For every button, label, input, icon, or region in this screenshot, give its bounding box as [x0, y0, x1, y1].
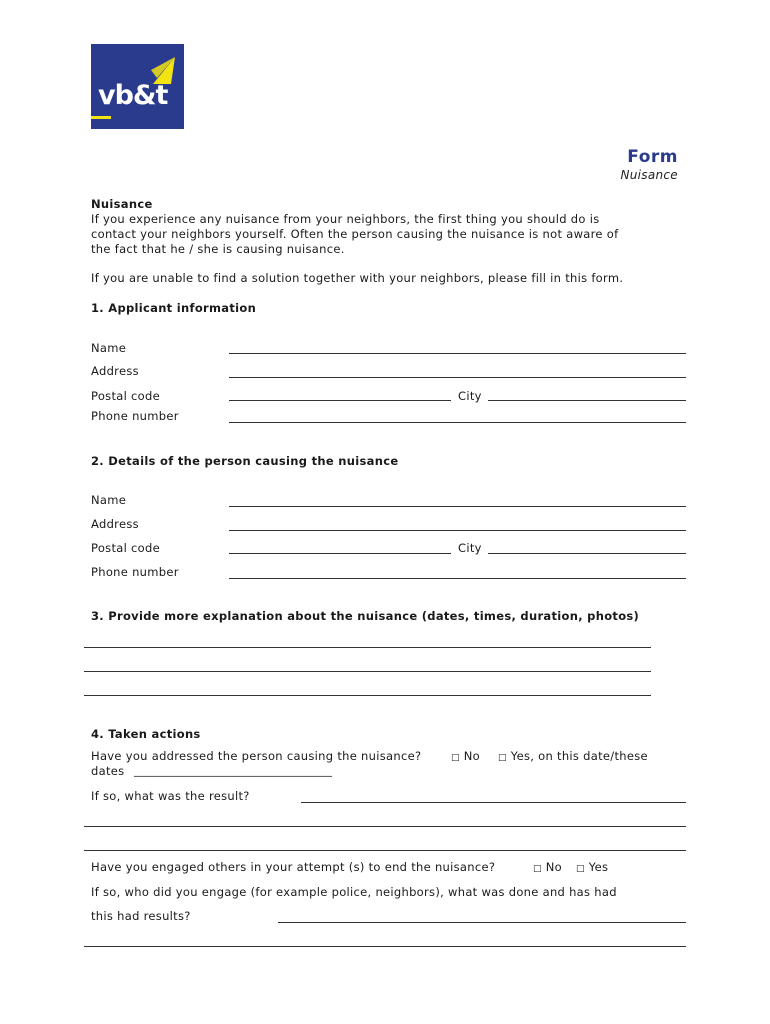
engaged-results-line-2[interactable]	[84, 946, 686, 947]
engaged-no-label: No	[545, 860, 563, 874]
applicant-name-field[interactable]	[229, 353, 686, 354]
addressed-result-line-2[interactable]	[84, 826, 686, 827]
checkbox-icon[interactable]: □	[498, 753, 507, 763]
engaged-results-field[interactable]	[278, 922, 686, 923]
person-city-field[interactable]	[488, 553, 686, 554]
applicant-postal-label: Postal code	[91, 389, 160, 403]
checkbox-icon[interactable]: □	[533, 864, 542, 874]
addressed-dates-field[interactable]: ____________________________________	[134, 764, 332, 777]
addressed-result-label: If so, what was the result?	[91, 789, 250, 803]
addressed-result-field[interactable]	[301, 802, 686, 803]
applicant-address-field[interactable]	[229, 377, 686, 378]
applicant-city-field[interactable]	[488, 400, 686, 401]
intro-line-1: If you experience any nuisance from your neighbors, the first thing you should do is	[91, 212, 600, 226]
person-postal-label: Postal code	[91, 541, 160, 555]
form-subtitle: Nuisance	[620, 168, 678, 182]
explanation-line-3[interactable]	[84, 695, 651, 696]
addressed-no-option[interactable]	[451, 749, 480, 763]
engaged-question: Have you engaged others in your attempt (s) to end the nuisance?	[91, 860, 496, 874]
explanation-line-1[interactable]	[84, 647, 651, 648]
engaged-no-option[interactable]	[533, 860, 562, 874]
vbt-logo	[91, 44, 184, 129]
person-city-label: City	[458, 541, 482, 555]
section4-heading: 4. Taken actions	[91, 727, 201, 741]
addressed-yes-label: Yes, on this date/these	[510, 749, 648, 763]
person-address-field[interactable]	[229, 530, 686, 531]
section3-heading: 3. Provide more explanation about the nuisance (dates, times, duration, photos)	[91, 609, 640, 623]
logo-accent-bar	[91, 116, 111, 119]
applicant-postal-field[interactable]	[229, 400, 451, 401]
engaged-followup-line-1: If so, who did you engage (for example police, neighbors), what was done and has had	[91, 885, 617, 899]
addressed-question: Have you addressed the person causing the nuisance?	[91, 749, 422, 763]
addressed-no-label: No	[463, 749, 481, 763]
addressed-dates-label: dates	[91, 764, 125, 778]
person-phone-label: Phone number	[91, 565, 179, 579]
applicant-name-label: Name	[91, 341, 127, 355]
applicant-address-label: Address	[91, 364, 139, 378]
person-phone-field[interactable]	[229, 578, 686, 579]
intro-heading: Nuisance	[91, 197, 153, 211]
engaged-yes-label: Yes	[588, 860, 609, 874]
addressed-result-line-3[interactable]	[84, 850, 686, 851]
intro-line-2: contact your neighbors yourself. Often the person causing the nuisance is not aware of	[91, 227, 619, 241]
intro-paragraph-2: If you are unable to find a solution together with your neighbors, please fill in this form.	[91, 271, 624, 285]
applicant-phone-label: Phone number	[91, 409, 179, 423]
applicant-city-label: City	[458, 389, 482, 403]
intro-line-3: the fact that he / she is causing nuisance.	[91, 242, 345, 256]
explanation-line-2[interactable]	[84, 671, 651, 672]
engaged-yes-option[interactable]	[576, 860, 608, 874]
section2-heading: 2. Details of the person causing the nuisance	[91, 454, 399, 468]
person-postal-field[interactable]	[229, 553, 451, 554]
form-title: Form	[627, 147, 678, 167]
applicant-phone-field[interactable]	[229, 422, 686, 423]
section1-heading: 1. Applicant information	[91, 301, 257, 315]
logo-text: vb&t	[98, 80, 168, 111]
checkbox-icon[interactable]: □	[576, 864, 585, 874]
person-name-label: Name	[91, 493, 127, 507]
checkbox-icon[interactable]: □	[451, 753, 460, 763]
addressed-yes-option[interactable]	[498, 749, 648, 763]
person-address-label: Address	[91, 517, 139, 531]
engaged-followup-line-2: this had results?	[91, 909, 191, 923]
person-name-field[interactable]	[229, 506, 686, 507]
